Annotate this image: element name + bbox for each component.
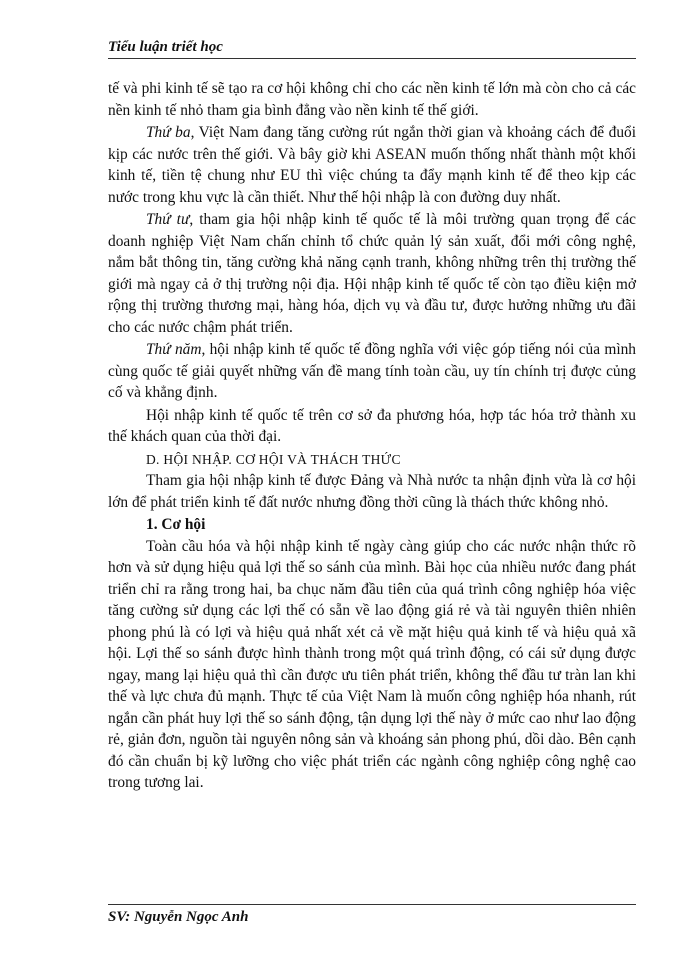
paragraph-text-thu-tu: , tham gia hội nhập kinh tế quốc tế là môi trường quan trọng để các doanh nghiệp Việt Nam chấn chỉnh tổ chức quản lý sản xuất, đổi mới công nghệ, nắm bắt thông tin, tăng cường khả năng cạnh tranh, không những trên thị trường thế giới mà ngay cả ở thị trường nội địa. Hội nhập kinh tế quốc tế còn tạo điều kiện mở rộng thị trường thương mại, hàng hóa, dịch vụ và đầu tư, được hưởng những ưu đãi cho các nước chậm phát triển. <box>108 211 637 336</box>
footer-divider <box>108 904 636 905</box>
document-body <box>108 78 636 795</box>
paragraph-continuation: tế và phi kinh tế sẽ tạo ra cơ hội không chỉ cho các nền kinh tế lớn mà còn cho cả các nền kinh tế nhỏ tham gia bình đẳng vào nền kinh tế thế giới. <box>108 80 636 119</box>
paragraph-thu-ba <box>108 122 636 208</box>
paragraph-text-thu-nam: , hội nhập kinh tế quốc tế đồng nghĩa với việc góp tiếng nói của mình cùng quốc tế giải quyết những vấn đề mang tính toàn cầu, uy tín chính trị được củng cố và khẳng định. <box>108 341 636 401</box>
page-header-title: Tiểu luận triết học <box>108 39 223 55</box>
paragraph-lead-thu-nam: Thứ năm <box>146 341 202 358</box>
header-divider <box>108 58 636 59</box>
paragraph-text-thu-ba: , Việt Nam đang tăng cường rút ngắn thời gian và khoảng cách để đuổi kịp các nước trên thế giới. Và bây giờ khi ASEAN muốn thống nhất thành một khối kinh tế, tiền tệ chung như EU thì việc chúng ta đẩy mạnh kinh tế để theo kịp các nước trong khu vực là cần thiết. Như thế hội nhập là con đường duy nhất. <box>108 124 636 206</box>
paragraph-thu-nam <box>108 339 636 404</box>
paragraph-xu-the: Hội nhập kinh tế quốc tế trên cơ sở đa phương hóa, hợp tác hóa trở thành xu thế khách quan của thời đại. <box>108 406 636 445</box>
paragraph-lead-thu-tu: Thứ tư <box>146 211 190 228</box>
section-heading-d: D. HỘI NHẬP. CƠ HỘI VÀ THÁCH THỨC <box>146 451 401 467</box>
paragraph-tham-gia: Tham gia hội nhập kinh tế được Đảng và Nhà nước ta nhận định vừa là cơ hội lớn để phát triển kinh tế đất nước nhưng đồng thời cũng là thách thức không nhỏ. <box>108 472 636 511</box>
page-footer-author: SV: Nguyễn Ngọc Anh <box>108 909 249 925</box>
paragraph-thu-tu <box>108 209 636 338</box>
paragraph-lead-thu-ba: Thứ ba <box>146 124 191 141</box>
subsection-heading-co-hoi: 1. Cơ hội <box>146 516 206 533</box>
paragraph-toan-cau-hoa: Toàn cầu hóa và hội nhập kinh tế ngày càng giúp cho các nước nhận thức rõ hơn và sử dụng hiệu quả lợi thế so sánh của mình. Bài học của nhiều nước đang phát triển chỉ ra rằng trong hai, ba chục năm đầu tiên của quá trình công nghiệp hóa việc tăng cường sử dụng các lợi thế có sẵn về lao động giá rẻ và tài nguyên thiên nhiên phong phú là có lợi và hiệu quả nhất xét cả về mặt hiệu quả kinh tế và hiệu quả xã hội. Lợi thế so sánh được hình thành trong một quá trình động, có cái sử dụng được ngay, mang lại hiệu quả thì cần được ưu tiên phát triển, không thể đầu tư tràn lan khi thế và lực chưa đủ mạnh. Thực tế của Việt Nam là muốn công nghiệp hóa nhanh, rút ngắn cần phát huy lợi thế so sánh động, tận dụng lợi thế này ở mức cao như lao động rẻ, giản đơn, nguồn tài nguyên nông sản và khoáng sản phong phú, dồi dào. Bên cạnh đó cần chuẩn bị kỹ lưỡng cho việc phát triển các ngành công nghiệp công nghệ cao trong tương lai. <box>108 537 636 791</box>
